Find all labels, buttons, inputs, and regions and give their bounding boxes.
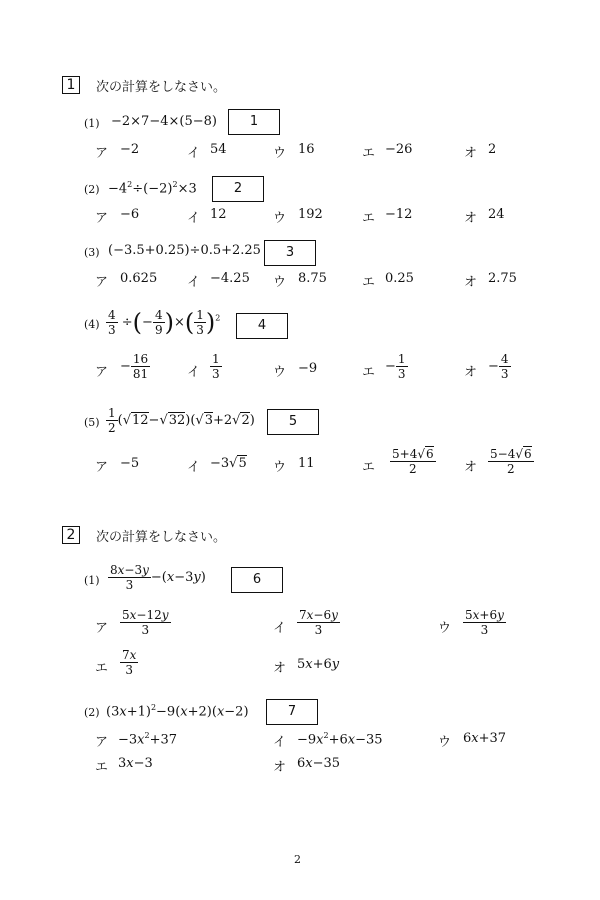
choice-label-u: ウ — [438, 621, 452, 636]
choice-label-i: イ — [187, 211, 201, 226]
choice-label-o: オ — [273, 661, 287, 676]
choice-label-e: エ — [362, 146, 376, 161]
choice-value-o: 2 — [488, 142, 497, 157]
question-number-1-4: (4) — [84, 318, 100, 331]
choice-value-a: −2 — [120, 142, 140, 157]
question-number-1-2: (2) — [84, 183, 100, 196]
answer-box-5[interactable]: 5 — [267, 409, 319, 435]
choice-value-u: −9 — [298, 361, 318, 376]
choice-label-i: イ — [187, 460, 201, 475]
choice-value-o: − $\frac{4}{3}$ — [488, 352, 509, 381]
answer-box-4[interactable]: 4 — [236, 313, 288, 339]
question-number-2-2: (2) — [84, 706, 100, 719]
choice-value-e: −12 — [385, 207, 413, 222]
choice-label-u: ウ — [273, 146, 287, 161]
choice-value-e: $\frac{7x}{3}$ — [122, 648, 137, 677]
section-number-2: 2 — [62, 526, 80, 544]
question-expression-1-1: −2×7−4×(5−8) — [111, 114, 217, 129]
choice-label-i: イ — [187, 365, 201, 380]
choice-label-e: エ — [95, 661, 109, 676]
choice-value-a: −6 — [120, 207, 140, 222]
choice-label-i: イ — [187, 146, 201, 161]
choice-label-o: オ — [464, 275, 478, 290]
choice-label-i: イ — [273, 735, 287, 750]
answer-box-3[interactable]: 3 — [264, 240, 316, 266]
choice-label-e: エ — [362, 275, 376, 290]
question-number-1-1: (1) — [84, 117, 100, 130]
choice-value-e: −26 — [385, 142, 413, 157]
question-expression-2-2: $(3x+1)^2-9(x+2)(x-2)$ — [106, 703, 249, 720]
question-expression-1-5: $\frac{1}{2}$ (√12−√32)(√3+2√2) — [108, 406, 255, 435]
choice-label-u: ウ — [438, 735, 452, 750]
question-expression-2-1: $\frac{8x-3y}{3}$ −(x−3y) — [110, 563, 206, 592]
choice-label-e: エ — [362, 211, 376, 226]
section-title-2: 次の計算をしなさい。 — [96, 530, 227, 545]
answer-box-6[interactable]: 6 — [231, 567, 283, 593]
choice-value-i: $\frac{1}{3}$ — [212, 352, 220, 381]
choice-label-a: ア — [95, 460, 109, 475]
choice-value-o: 2.75 — [488, 271, 517, 286]
choice-value-a: $-3x^2+37$ — [118, 731, 178, 748]
choice-label-a: ア — [95, 275, 109, 290]
choice-value-e: 0.25 — [385, 271, 414, 286]
choice-label-a: ア — [95, 146, 109, 161]
choice-label-u: ウ — [273, 211, 287, 226]
choice-value-u: 11 — [298, 456, 315, 471]
choice-label-e: エ — [362, 460, 376, 475]
choice-value-i: $\frac{7x-6y}{3}$ — [299, 608, 338, 637]
section-number-1: 1 — [62, 76, 80, 94]
choice-label-o: オ — [273, 760, 287, 775]
choice-value-u: 192 — [298, 207, 323, 222]
answer-box-2[interactable]: 2 — [212, 176, 264, 202]
choice-label-i: イ — [187, 275, 201, 290]
choice-value-a: −5 — [120, 456, 140, 471]
choice-value-i: 12 — [210, 207, 227, 222]
choice-value-u: 16 — [298, 142, 315, 157]
choice-label-a: ア — [95, 735, 109, 750]
choice-label-i: イ — [273, 621, 287, 636]
choice-value-i: −3√5 — [210, 456, 247, 471]
choice-value-u: 8.75 — [298, 271, 327, 286]
choice-value-o: 6x−35 — [297, 756, 341, 771]
choice-label-e: エ — [95, 760, 109, 775]
choice-value-o: $\frac{5-4√6}{2}$ — [490, 447, 532, 476]
question-expression-1-3: (−3.5+0.25)÷0.5+2.25 — [108, 243, 261, 258]
choice-value-i: $-9x^2+6x-35$ — [297, 731, 383, 748]
choice-label-u: ウ — [273, 460, 287, 475]
choice-value-e: 3x−3 — [118, 756, 153, 771]
question-number-1-3: (3) — [84, 246, 100, 259]
question-expression-1-2: $-4^2\div(-2)^2\times 3$ — [108, 180, 197, 197]
choice-value-u: $\frac{5x+6y}{3}$ — [465, 608, 504, 637]
choice-label-o: オ — [464, 365, 478, 380]
page-number: 2 — [294, 853, 301, 866]
choice-label-u: ウ — [273, 365, 287, 380]
choice-label-o: オ — [464, 460, 478, 475]
choice-value-i: 54 — [210, 142, 227, 157]
choice-label-e: エ — [362, 365, 376, 380]
choice-value-o: 24 — [488, 207, 505, 222]
choice-label-a: ア — [95, 365, 109, 380]
choice-value-e: − $\frac{1}{3}$ — [385, 352, 406, 381]
section-title-1: 次の計算をしなさい。 — [96, 80, 227, 95]
choice-value-u: 6x+37 — [463, 731, 507, 746]
choice-value-e: $\frac{5+4√6}{2}$ — [392, 447, 434, 476]
choice-value-a: $\frac{5x-12y}{3}$ — [122, 608, 169, 637]
choice-label-a: ア — [95, 211, 109, 226]
choice-label-a: ア — [95, 621, 109, 636]
question-expression-1-4: $\frac{4}{3}$ ÷(− $\frac{4}{9}$ )×( $\frac{1}{3}$ )$^2$ — [108, 308, 221, 337]
choice-value-i: −4.25 — [210, 271, 250, 286]
question-number-2-1: (1) — [84, 574, 100, 587]
choice-value-a: 0.625 — [120, 271, 158, 286]
answer-box-1[interactable]: 1 — [228, 109, 280, 135]
question-number-1-5: (5) — [84, 416, 100, 429]
choice-value-a: − $\frac{16}{81}$ — [120, 352, 149, 381]
choice-value-o: 5x+6y — [297, 657, 340, 672]
choice-label-u: ウ — [273, 275, 287, 290]
choice-label-o: オ — [464, 211, 478, 226]
answer-box-7[interactable]: 7 — [266, 699, 318, 725]
choice-label-o: オ — [464, 146, 478, 161]
